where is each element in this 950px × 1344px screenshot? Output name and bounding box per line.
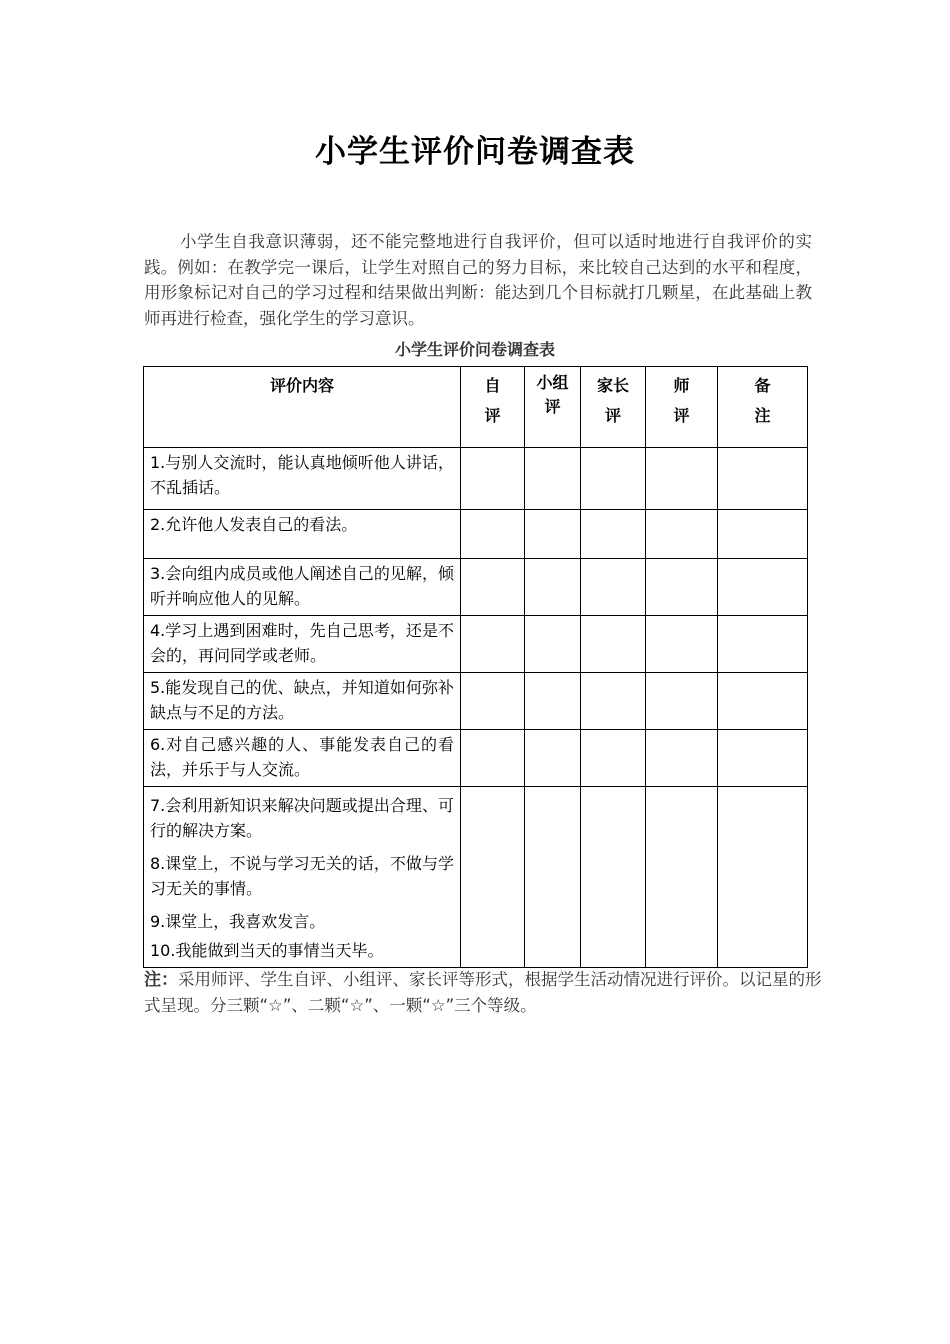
rating-cell[interactable] — [718, 448, 808, 510]
rating-cell[interactable] — [525, 510, 581, 559]
rating-cell[interactable] — [461, 673, 525, 730]
rating-cell[interactable] — [646, 730, 718, 787]
rating-cell[interactable] — [718, 730, 808, 787]
rating-cell[interactable] — [581, 673, 646, 730]
rating-cell[interactable] — [581, 559, 646, 616]
header-self: 自 评 — [461, 367, 525, 448]
rating-cell[interactable] — [646, 616, 718, 673]
item-text: 1.与别人交流时，能认真地倾听他人讲话，不乱插话。 — [150, 453, 454, 497]
item-cell — [144, 616, 461, 673]
item-text: 4.学习上遇到困难时，先自己思考，还是不会的，再问同学或老师。 — [150, 621, 454, 665]
item-text: 5.能发现自己的优、缺点，并知道如何弥补缺点与不足的方法。 — [150, 678, 454, 722]
table-row — [144, 616, 808, 673]
rating-cell[interactable] — [461, 730, 525, 787]
table-row — [144, 510, 808, 559]
table-row — [144, 673, 808, 730]
rating-cell[interactable] — [525, 559, 581, 616]
item-text: 10.我能做到当天的事情当天毕。 — [150, 941, 384, 960]
rating-cell[interactable] — [718, 673, 808, 730]
item-text: 8.课堂上，不说与学习无关的话，不做与学习无关的事情。 — [150, 854, 454, 898]
item-cell — [144, 510, 461, 559]
rating-cell[interactable] — [718, 510, 808, 559]
table-row — [144, 730, 808, 787]
item-text: 6.对自己感兴趣的人、事能发表自己的看法，并乐于与人交流。 — [150, 735, 454, 779]
rating-cell[interactable] — [581, 616, 646, 673]
rating-cell[interactable] — [646, 448, 718, 510]
rating-cell[interactable] — [525, 673, 581, 730]
rating-cell[interactable] — [646, 673, 718, 730]
rating-cell[interactable] — [461, 510, 525, 559]
rating-cell[interactable] — [581, 787, 646, 968]
rating-cell[interactable] — [525, 787, 581, 968]
item-text: 7.会利用新知识来解决问题或提出合理、可行的解决方案。 — [150, 796, 454, 840]
rating-cell[interactable] — [461, 559, 525, 616]
rating-cell[interactable] — [646, 510, 718, 559]
rating-cell[interactable] — [718, 787, 808, 968]
item-cell — [144, 673, 461, 730]
header-content: 评价内容 — [144, 367, 461, 448]
rating-cell[interactable] — [461, 448, 525, 510]
table-row — [144, 448, 808, 510]
evaluation-table — [143, 366, 808, 968]
item-cell — [144, 559, 461, 616]
item-cell — [144, 730, 461, 787]
rating-cell[interactable] — [581, 448, 646, 510]
rating-cell[interactable] — [646, 559, 718, 616]
rating-cell[interactable] — [525, 730, 581, 787]
rating-cell[interactable] — [581, 730, 646, 787]
table-row — [144, 559, 808, 616]
header-remark: 备 注 — [718, 367, 808, 448]
rating-cell[interactable] — [525, 448, 581, 510]
header-teacher: 师 评 — [646, 367, 718, 448]
table-caption: 小学生评价问卷调查表 — [394, 340, 555, 359]
rating-cell[interactable] — [718, 616, 808, 673]
rating-cell[interactable] — [581, 510, 646, 559]
document-title: 小学生评价问卷调查表 — [315, 134, 635, 170]
table-row — [144, 787, 808, 968]
item-text: 3.会向组内成员或他人阐述自己的见解，倾听并响应他人的见解。 — [150, 564, 454, 608]
item-cell — [144, 787, 461, 968]
rating-cell[interactable] — [461, 616, 525, 673]
header-group: 小组 评 — [525, 367, 581, 448]
rating-cell[interactable] — [646, 787, 718, 968]
rating-cell[interactable] — [718, 559, 808, 616]
table-header-row — [144, 367, 808, 448]
footnote-label: 注： — [144, 970, 178, 990]
rating-cell[interactable] — [461, 787, 525, 968]
item-text: 9.课堂上，我喜欢发言。 — [150, 912, 326, 931]
footnote-text: 采用师评、学生自评、小组评、家长评等形式，根据学生活动情况进行评价。以记星的形式呈现。分三颗“☆”、二颗“☆”、一颗“☆”三个等级。 — [144, 970, 822, 1015]
item-cell — [144, 448, 461, 510]
item-group — [144, 787, 460, 967]
intro-paragraph: 小学生自我意识薄弱，还不能完整地进行自我评价，但可以适时地进行自我评价的实践。例如：在教学完一课后，让学生对照自己的努力目标，来比较自己达到的水平和程度，用形象标记对自己的学习过程和结果做出判断：能达到几个目标就打几颗星，在此基础上教师再进行检查，强化学生的学习意识。 — [144, 232, 812, 328]
item-text: 2.允许他人发表自己的看法。 — [150, 515, 358, 534]
header-parent: 家长 评 — [581, 367, 646, 448]
footnote — [144, 967, 834, 1018]
rating-cell[interactable] — [525, 616, 581, 673]
